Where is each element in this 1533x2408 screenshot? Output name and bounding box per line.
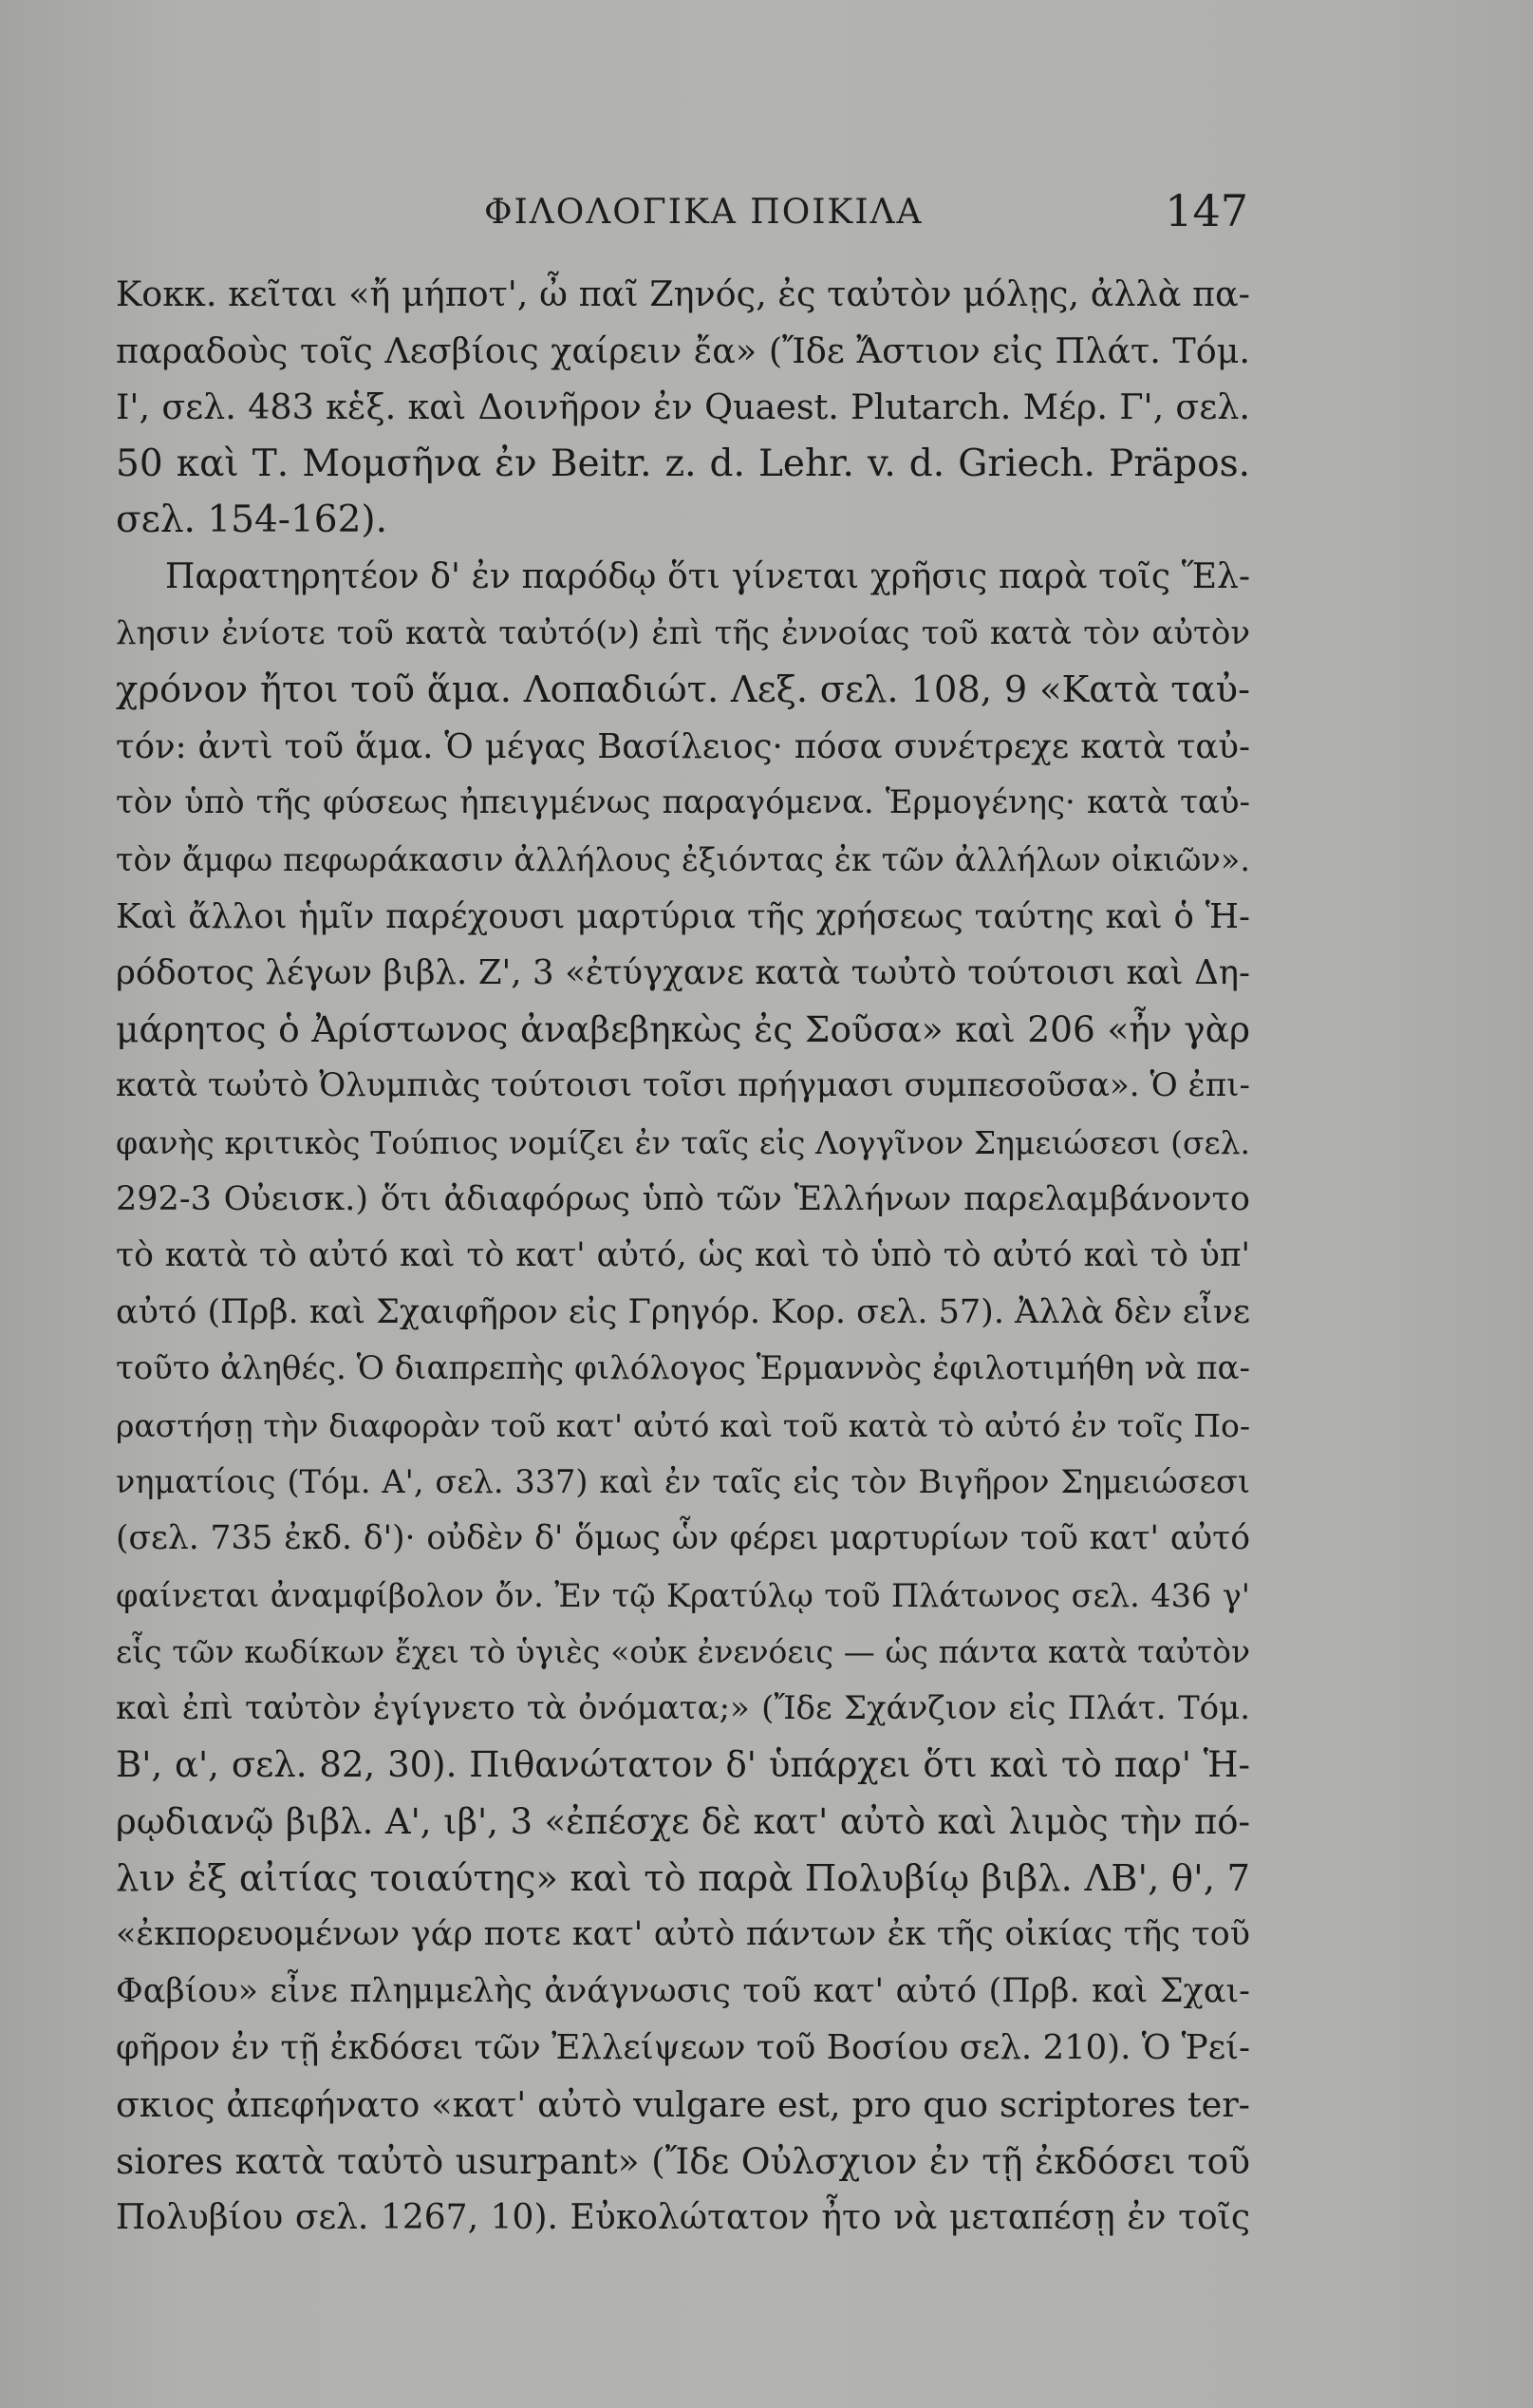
text-line: 50 καὶ Τ. Μομσῆνα ἐν Beitr. z. d. Lehr. v. d. Griech. Präpos. bbox=[116, 442, 1250, 485]
text-line: τόν: ἀντὶ τοῦ ἅμα. Ὁ μέγας Βασίλειος· πόσα συνέτρεχε κατὰ ταὐ- bbox=[116, 726, 1250, 766]
text-line: φῆρον ἐν τῇ ἐκδόσει τῶν Ἐλλείψεων τοῦ Βοσίου σελ. 210). Ὁ Ῥεί- bbox=[116, 2028, 1250, 2068]
text-line: τοῦτο ἀληθές. Ὁ διαπρεπὴς φιλόλογος Ἑρμαννὸς ἐφιλοτιμήθη νὰ πα- bbox=[116, 1349, 1250, 1388]
text-line: εἷς τῶν κωδίκων ἔχει τὸ ὑγιὲς «οὐκ ἐνενόεις — ὡς πάντα κατὰ ταὐτὸν bbox=[116, 1633, 1250, 1671]
text-line: λιν ἐξ αἰτίας τοιαύτης» καὶ τὸ παρὰ Πολυβίῳ βιβλ. ΛΒ', θ', 7 bbox=[116, 1856, 1250, 1900]
text-line: χρόνον ἤτοι τοῦ ἅμα. Λοπαδιώτ. Λεξ. σελ. 108, 9 «Κατὰ ταὐ- bbox=[116, 668, 1250, 712]
text-line: αὐτό (Πρβ. καὶ Σχαιφῆρον εἰς Γρηγόρ. Κορ. σελ. 57). Ἀλλὰ δὲν εἶνε bbox=[116, 1292, 1250, 1331]
text-line: τὸ κατὰ τὸ αὐτό καὶ τὸ κατ' αὐτό, ὡς καὶ τὸ ὑπὸ τὸ αὐτό καὶ τὸ ὑπ' bbox=[116, 1236, 1250, 1275]
page-header bbox=[119, 185, 1248, 242]
text-line: (σελ. 735 ἐκδ. δ')· οὐδὲν δ' ὅμως ὧν φέρει μαρτυρίων τοῦ κατ' αὐτό bbox=[116, 1519, 1250, 1558]
text-line: ρῳδιανῷ βιβλ. Α', ιβ', 3 «ἐπέσχε δὲ κατ' αὐτὸ καὶ λιμὸς τὴν πό- bbox=[116, 1801, 1250, 1843]
text-line: τὸν ἄμφω πεφωράκασιν ἀλλήλους ἐξιόντας ἐκ τῶν ἀλλήλων οἰκιῶν». bbox=[116, 840, 1250, 878]
page-number: 147 bbox=[1165, 185, 1248, 236]
text-line: Ι', σελ. 483 κἑξ. καὶ Δοινῆρον ἐν Quaest. Plutarch. Μέρ. Γ', σελ. bbox=[116, 386, 1250, 428]
text-line: Καὶ ἄλλοι ἡμῖν παρέχουσι μαρτύρια τῆς χρήσεως ταύτης καὶ ὁ Ἡ- bbox=[116, 896, 1250, 936]
paragraph-first-line: Παρατηρητέον δ' ἐν παρόδῳ ὅτι γίνεται χρῆσις παρὰ τοῖς Ἕλ- bbox=[165, 556, 1250, 596]
text-line: κατὰ τωὐτὸ Ὀλυμπιὰς τούτοισι τοῖσι πρήγμασι συμπεσοῦσα». Ὁ ἐπι- bbox=[116, 1066, 1250, 1105]
text-line: «ἐκπορευομένων γάρ ποτε κατ' αὐτὸ πάντων ἐκ τῆς οἰκίας τῆς τοῦ bbox=[116, 1915, 1250, 1954]
text-line: φανὴς κριτικὸς Τούπιος νομίζει ἐν ταῖς εἰς Λογγῖνον Σημειώσεσι (σελ. bbox=[116, 1123, 1250, 1161]
body-text bbox=[116, 266, 1250, 2247]
text-line: νηματίοις (Τόμ. Α', σελ. 337) καὶ ἐν ταῖς εἰς τὸν Βιγῆρον Σημειώσεσι bbox=[116, 1463, 1250, 1501]
running-title: ΦΙΛΟΛΟΓΙΚΑ ΠΟΙΚΙΛΑ bbox=[484, 193, 924, 232]
text-line: φαίνεται ἀναμφίβολον ὄν. Ἐν τῷ Κρατύλῳ τοῦ Πλάτωνος σελ. 436 γ' bbox=[116, 1576, 1250, 1614]
text-line: σκιος ἀπεφήνατο «κατ' αὐτὸ vulgare est, pro quo scriptores ter- bbox=[116, 2084, 1250, 2125]
text-line: σελ. 154-162). bbox=[116, 499, 388, 542]
text-line: Πολυβίου σελ. 1267, 10). Εὐκολώτατον ἦτο νὰ μεταπέσῃ ἐν τοῖς bbox=[116, 2198, 1250, 2238]
text-line: Φαβίου» εἶνε πλημμελὴς ἀνάγνωσις τοῦ κατ' αὐτό (Πρβ. καὶ Σχαι- bbox=[116, 1971, 1250, 2010]
text-line: τὸν ὑπὸ τῆς φύσεως ἠπειγμένως παραγόμενα. Ἑρμογένης· κατὰ ταὐ- bbox=[116, 783, 1250, 822]
text-line: μάρητος ὁ Ἀρίστωνος ἀναβεβηκὼς ἐς Σοῦσα» καὶ 206 «ἦν γὰρ bbox=[116, 1007, 1250, 1050]
text-line: Κοκκ. κεῖται «ἤ μήποτ', ὦ παῖ Ζηνός, ἐς ταὐτὸν μόλῃς, ἀλλὰ πα- bbox=[116, 273, 1250, 314]
text-line: Β', α', σελ. 82, 30). Πιθανώτατον δ' ὑπάρχει ὅτι καὶ τὸ παρ' Ἡ- bbox=[116, 1744, 1250, 1786]
text-line: λησιν ἐνίοτε τοῦ κατὰ ταὐτό(ν) ἐπὶ τῆς ἐννοίας τοῦ κατὰ τὸν αὐτὸν bbox=[116, 613, 1250, 652]
text-line: ρόδοτος λέγων βιβλ. Ζ', 3 «ἐτύγχανε κατὰ τωὐτὸ τούτοισι καὶ Δη- bbox=[116, 953, 1250, 993]
text-line: siores κατὰ ταὐτὸ usurpant» (Ἴδε Οὐλσχιον ἐν τῇ ἐκδόσει τοῦ bbox=[116, 2139, 1250, 2182]
text-line: 292-3 Οὐεισκ.) ὅτι ἀδιαφόρως ὑπὸ τῶν Ἑλλήνων παρελαμβάνοντο bbox=[116, 1179, 1250, 1218]
text-line: καὶ ἐπὶ ταὐτὸν ἐγίγνετο τὰ ὀνόματα;» (Ἴδε Σχάνζιον εἰς Πλάτ. Τόμ. bbox=[116, 1688, 1250, 1727]
text-line: ραστήσῃ τὴν διαφορὰν τοῦ κατ' αὐτό καὶ τοῦ κατὰ τὸ αὐτό ἐν τοῖς Πο- bbox=[116, 1406, 1250, 1444]
text-line: παραδοὺς τοῖς Λεσβίοις χαίρειν ἔα» (Ἴδε Ἄστιον εἰς Πλάτ. Τόμ. bbox=[116, 329, 1250, 371]
